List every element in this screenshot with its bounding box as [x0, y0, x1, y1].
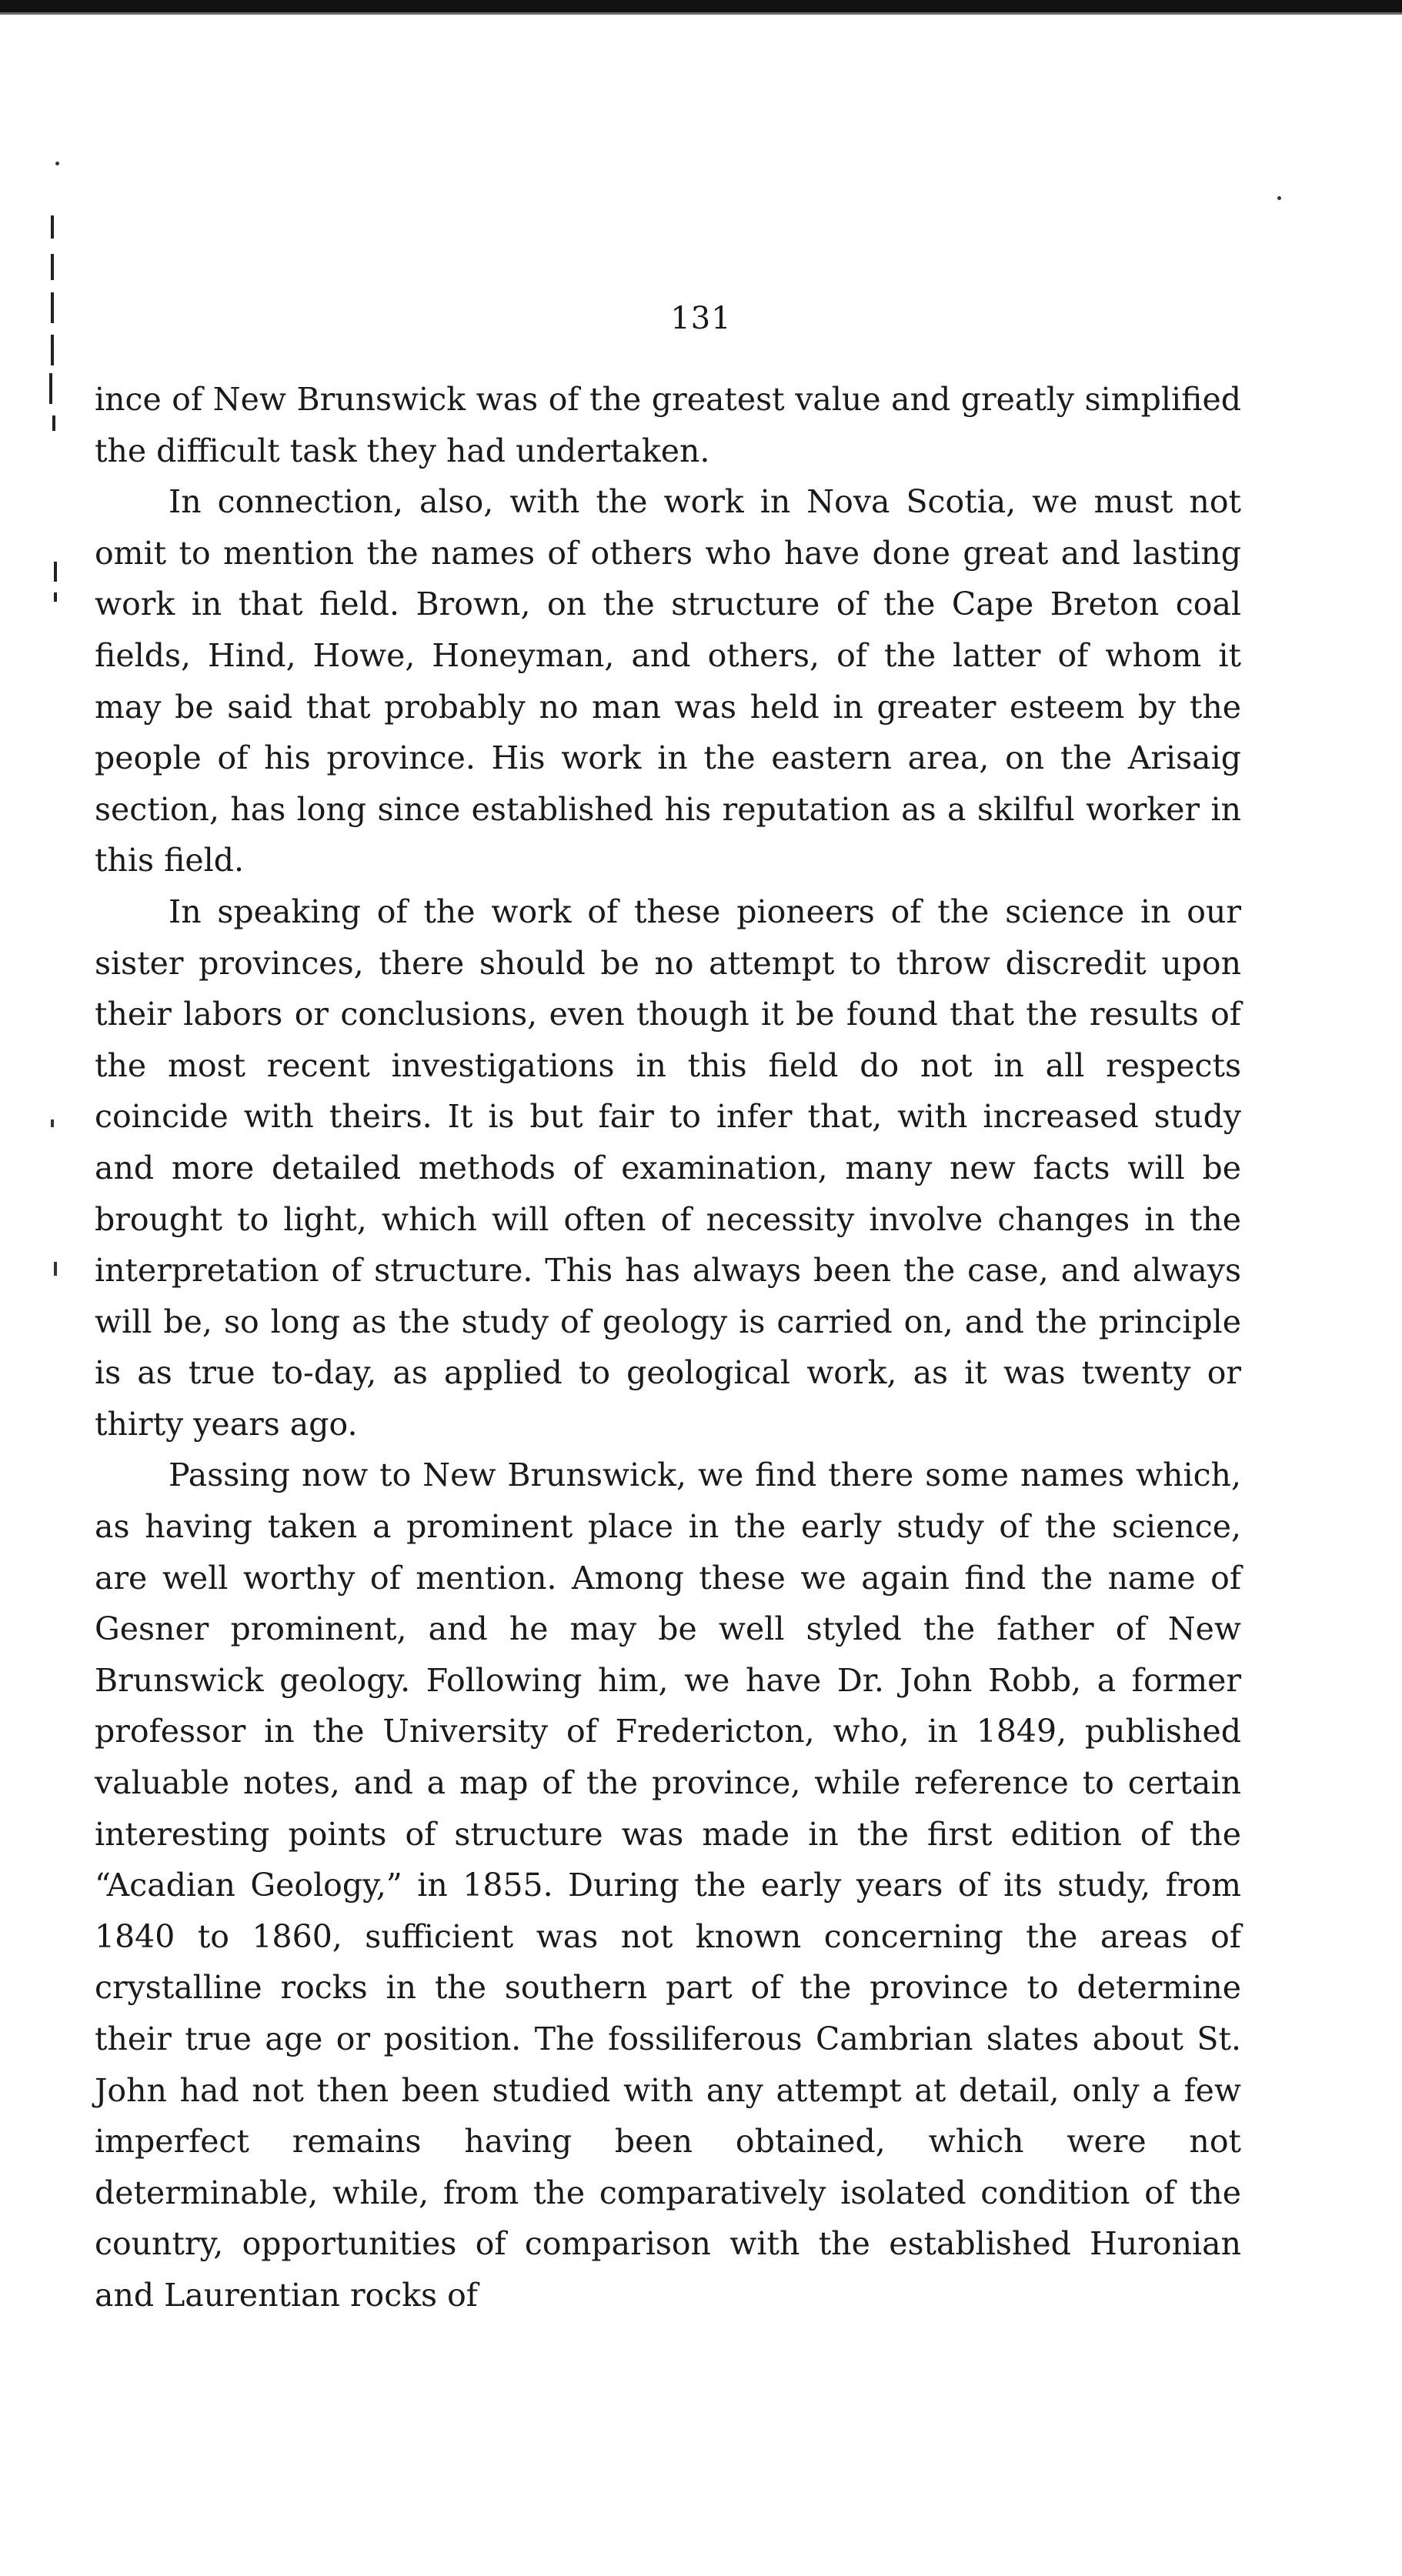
scan-speck	[55, 162, 59, 165]
paragraph-nova-scotia: In connection, also, with the work in Nova Scotia, we must not omit to mention the names of others who have done great and lasting work in that field. Brown, on the structure of the Cape Breton coal fields, Hind, Howe, Honeyman, and others, of the latter of whom it may be said that probably no man was held in greater esteem by the people of his province. His work in the eastern area, on the Arisaig section, has long since established his reputation as a skilful worker in this field.	[95, 483, 1241, 879]
page-body-text	[95, 374, 1241, 2321]
scan-top-border	[0, 0, 1402, 12]
page-number: 131	[670, 301, 732, 336]
scan-speck	[54, 1262, 57, 1276]
paragraph-pioneers: In speaking of the work of these pioneers of the science in our sister provinces, there should be no attempt to throw discredit upon their labors or conclusions, even though it be found that the results of the most recent investigations in this field do not in all respects coincide with theirs. It is but fair to infer that, with increased study and more detailed methods of examination, many new facts will be brought to light, which will often of necessity involve changes in the interpretation of structure. This has always been the case, and always will be, so long as the study of geology is carried on, and the principle is as true to-day, as applied to geological work, as it was twenty or thirty years ago.	[95, 893, 1241, 1443]
paragraph-new-brunswick: Passing now to New Brunswick, we find there some names which, as having taken a prominent place in the early study of the science, are well worthy of mention. Among these we again find the name of Gesner prominent, and he may be well styled the father of New Brunswick geology. Following him, we have Dr. John Robb, a former professor in the University of Fredericton, who, in 1849, published valuable notes, and a map of the province, while reference to certain interesting points of structure was made in the first edition of the “Acadian Geology,” in 1855. During the early years of its study, from 1840 to 1860, sufficient was not known concerning the areas of crystalline rocks in the southern part of the province to determine their true age or position. The fossiliferous Cambrian slates about St. John had not then been studied with any attempt at detail, only a few imperfect remains having been obtained, which were not determinable, while, from the comparatively isolated condition of the country, opportunities of comparison with the established Huronian and Laurentian rocks of	[95, 1457, 1241, 2314]
scan-left-edge-marks	[46, 208, 62, 1439]
scan-speck	[51, 1119, 54, 1127]
edge-mark	[51, 254, 54, 280]
edge-mark	[54, 562, 57, 582]
edge-mark	[52, 415, 55, 431]
edge-mark	[54, 592, 57, 602]
scan-top-border-shadow	[0, 12, 1402, 15]
edge-mark	[51, 335, 54, 365]
scan-speck	[1277, 196, 1281, 200]
edge-mark	[51, 215, 54, 239]
paragraph-continued: ince of New Brunswick was of the greatest value and greatly simplified the difficult task they had undertaken.	[95, 381, 1241, 469]
edge-mark	[49, 373, 52, 404]
